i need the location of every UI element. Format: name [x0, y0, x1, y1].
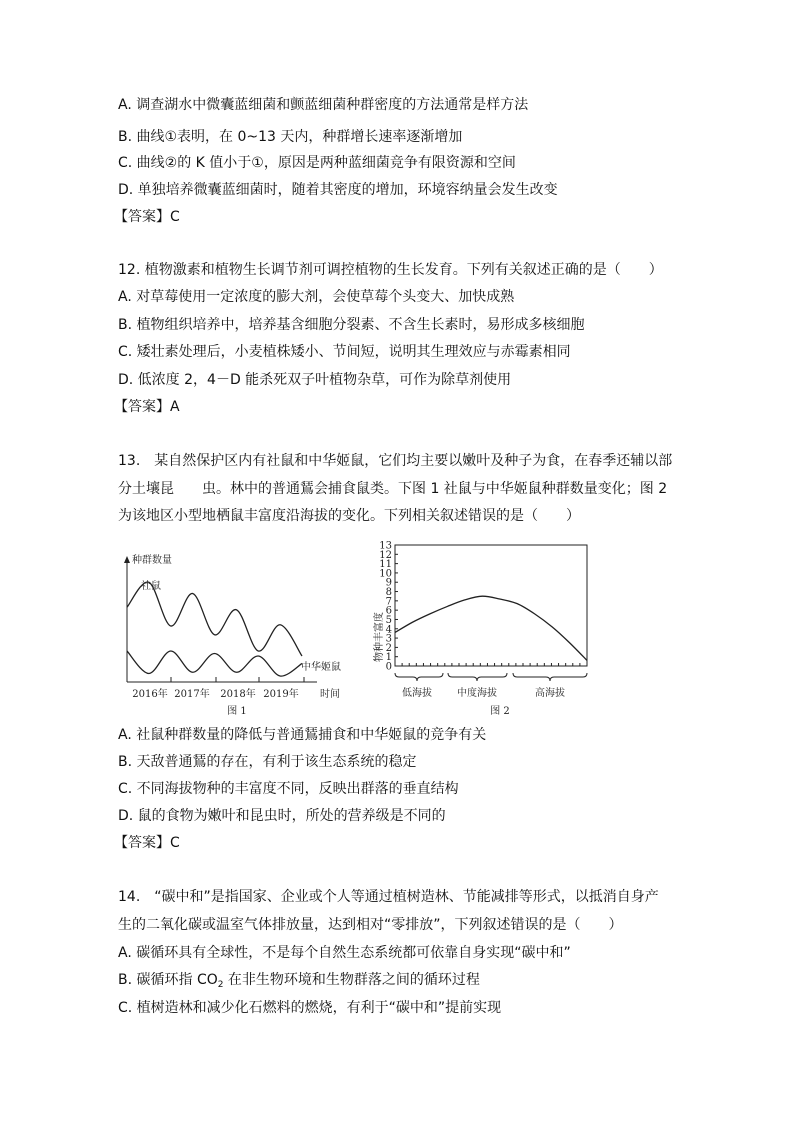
q12-option-b: B. 植物组织培养中，培养基含细胞分裂素、不含生长素时，易形成多核细胞: [118, 317, 585, 333]
fig1-series-shelu: [127, 582, 302, 656]
fig2-category-label: 高海拔: [535, 688, 565, 699]
q13-answer: 【答案】C: [114, 835, 180, 851]
q13-option-b: B. 天敌普通鵟的存在，有利于该生态系统的稳定: [118, 754, 417, 770]
q11-option-a: A. 调查湖水中微囊蓝细菌和颤蓝细菌种群密度的方法通常是样方法: [118, 97, 529, 113]
figure-2: [372, 541, 587, 718]
q14-option-b-suffix: 在非生物环境和生物群落之间的循环过程: [223, 972, 480, 988]
fig1-series-zhonghuajishu: [127, 651, 302, 676]
q14-option-c: C. 植树造林和减少化石燃料的燃烧，有利于“碳中和”提前实现: [118, 1000, 502, 1016]
fig2-y-tick-label: 5: [385, 614, 392, 626]
q12-stem: 12. 植物激素和植物生长调节剂可调控植物的生长发育。下列有关叙述正确的是（ ）: [118, 262, 663, 278]
q13-stem-line3: 为该地区小型地栖鼠丰富度沿海拔的变化。下列相关叙述错误的是（ ）: [118, 508, 580, 524]
fig2-brace-mid: [448, 673, 507, 681]
fig2-y-tick-label: 11: [379, 559, 392, 571]
q14-option-a: A. 碳循环具有全球性，不是每个自然生态系统都可依靠自身实现“碳中和”: [118, 945, 571, 961]
fig2-y-tick-label: 8: [385, 587, 392, 599]
fig2-ylabel: 物种丰富度: [374, 612, 385, 662]
fig1-ylabel: 种群数量: [132, 555, 172, 566]
q12-answer: 【答案】A: [114, 399, 180, 415]
fig2-category-label: 低海拔: [402, 688, 432, 699]
q13-stem-line2: 分土壤昆 虫。林中的普通鵟会捕食鼠类。下图 1 社鼠与中华姬鼠种群数量变化；图 2: [118, 481, 668, 497]
fig2-y-tick-label: 2: [385, 642, 392, 654]
fig1-y-arrow-icon: [124, 556, 130, 563]
fig1-xtick-label: 2019年: [263, 689, 299, 700]
q11-answer: 【答案】C: [114, 209, 180, 225]
q11-option-d: D. 单独培养微囊蓝细菌时，随着其密度的增加，环境容纳量会发生改变: [118, 182, 558, 198]
fig1-xtick-label: 2018年: [220, 689, 256, 700]
fig1-xtick-label: 2016年: [132, 689, 168, 700]
q14-stem-line1: 14. “碳中和”是指国家、企业或个人等通过植树造林、节能减排等形式，以抵消自身产: [118, 889, 659, 905]
q12-option-c: C. 矮壮素处理后，小麦植株矮小、节间短，说明其生理效应与赤霉素相同: [118, 344, 571, 360]
fig2-title: 图 2: [490, 706, 510, 717]
fig2-plot-frame: [395, 545, 587, 666]
q14-stem-line2: 生的二氧化碳或温室气体排放量，达到相对“零排放”，下列叙述错误的是（ ）: [118, 917, 623, 933]
q14-option-b-subscript: 2: [217, 980, 224, 990]
q13-option-d: D. 鼠的食物为嫩叶和昆虫时，所处的营养级是不同的: [118, 808, 446, 824]
fig2-y-tick-label: 10: [379, 568, 392, 580]
fig2-y-tick-label: 7: [385, 596, 392, 608]
figure-1: [124, 553, 341, 717]
fig1-series-label: 社鼠: [141, 581, 161, 592]
fig1-xtick-label: 2017年: [174, 689, 210, 700]
fig2-y-tick-label: 1: [385, 652, 392, 664]
fig2-y-tick-label: 4: [385, 624, 392, 636]
fig2-y-tick-label: 3: [385, 633, 392, 645]
fig2-y-tick-label: 13: [379, 540, 392, 552]
q12-option-a: A. 对草莓使用一定浓度的膨大剂，会使草莓个头变大、加快成熟: [118, 289, 515, 305]
q13-option-a: A. 社鼠种群数量的降低与普通鵟捕食和中华姬鼠的竞争有关: [118, 727, 487, 743]
q13-figures: [110, 530, 630, 720]
fig2-series-richness: [395, 596, 587, 660]
q13-stem-line1: 13. 某自然保护区内有社鼠和中华姬鼠，它们均主要以嫩叶及种子为食，在春季还辅以部: [118, 453, 673, 469]
q12-option-d: D. 低浓度 2，4－D 能杀死双子叶植物杂草，可作为除草剂使用: [118, 372, 512, 388]
q14-option-b: [118, 971, 480, 994]
q11-option-b: B. 曲线①表明，在 0~13 天内，种群增长速率逐渐增加: [118, 129, 463, 145]
q11-option-c: C. 曲线②的 K 值小于①，原因是两种蓝细菌竞争有限资源和空间: [118, 155, 516, 171]
fig2-brace-low: [395, 673, 443, 681]
fig2-y-tick-label: 9: [385, 577, 392, 589]
q13-option-c: C. 不同海拔物种的丰富度不同，反映出群落的垂直结构: [118, 781, 459, 797]
fig1-xlabel: 时间: [320, 689, 340, 700]
fig2-y-tick-label: 12: [379, 549, 392, 561]
fig2-category-label: 中度海拔: [457, 688, 497, 699]
fig2-y-tick-label: 6: [385, 605, 392, 617]
fig1-series-label: 中华姬鼠: [301, 662, 341, 673]
q14-option-b-prefix: B. 碳循环指 CO: [118, 972, 218, 988]
fig2-brace-high: [513, 673, 587, 681]
fig2-y-tick-label: 0: [385, 661, 392, 673]
fig1-title: 图 1: [227, 706, 247, 717]
